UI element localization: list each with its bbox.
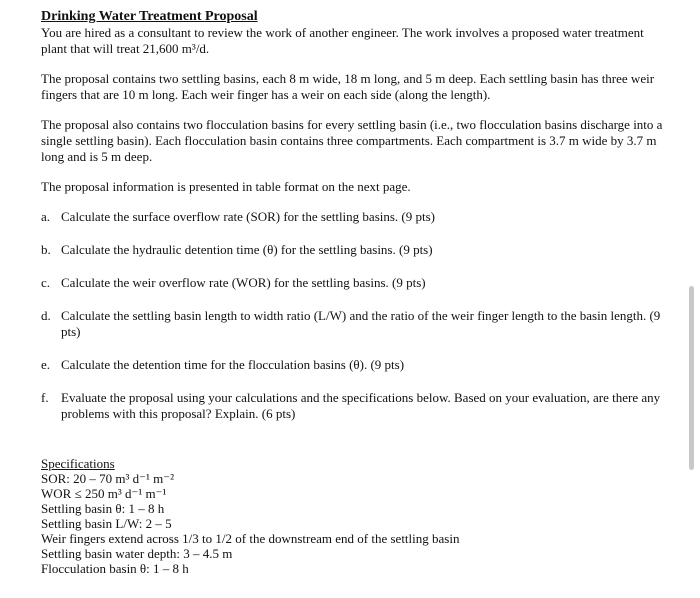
intro-paragraph: You are hired as a consultant to review the work of another engineer. The work involves a proposed water treatment plant that will treat 21,600 m³/d. (41, 25, 644, 56)
question-text: Calculate the surface overflow rate (SOR) for the settling basins. (9 pts) (61, 209, 435, 224)
spec-flocculation-theta: Flocculation basin θ: 1 – 8 h (41, 561, 189, 576)
document-title: Drinking Water Treatment Proposal (41, 9, 258, 24)
question-a (41, 209, 671, 225)
question-text: Calculate the detention time for the flocculation basins (θ). (9 pts) (61, 357, 405, 372)
vertical-scrollbar[interactable] (689, 286, 694, 470)
question-letter: b. (41, 242, 51, 257)
spec-sor: SOR: 20 – 70 m³ d⁻¹ m⁻² (41, 471, 175, 486)
spec-settling-theta: Settling basin θ: 1 – 8 h (41, 501, 165, 516)
spec-wor: WOR ≤ 250 m³ d⁻¹ m⁻¹ (41, 486, 167, 501)
spec-weir-fingers: Weir fingers extend across 1/3 to 1/2 of the downstream end of the settling basin (41, 531, 460, 546)
settling-basin-paragraph: The proposal contains two settling basins, each 8 m wide, 18 m long, and 5 m deep. Each settling basin has three weir fingers that are 10 m long. Each weir finger has a weir on each side (along the length). (41, 71, 655, 102)
document-body (41, 9, 671, 422)
question-b (41, 242, 671, 258)
question-text: Calculate the weir overflow rate (WOR) for the settling basins. (9 pts) (61, 275, 426, 290)
specifications-title: Specifications (41, 456, 115, 471)
question-d (41, 308, 671, 340)
spec-water-depth: Settling basin water depth: 3 – 4.5 m (41, 546, 233, 561)
question-f (41, 390, 671, 422)
spec-settling-lw: Settling basin L/W: 2 – 5 (41, 516, 172, 531)
question-list (41, 209, 671, 422)
question-letter: e. (41, 357, 51, 372)
question-letter: d. (41, 308, 51, 323)
question-letter: a. (41, 209, 51, 224)
question-e (41, 357, 671, 373)
specifications-section (41, 456, 661, 576)
question-text: Evaluate the proposal using your calculations and the specifications below. Based on your evaluation, are there any problems with this proposal? Explain. (6 pts) (61, 390, 661, 421)
question-text: Calculate the hydraulic detention time (θ) for the settling basins. (9 pts) (61, 242, 433, 257)
flocculation-basin-paragraph: The proposal also contains two flocculation basins for every settling basin (i.e., two flocculation basins discharge into a single settling basin). Each flocculation basin contains three compartments. Each compartment is 3.7 m wide by 3.7 m long and is 5 m deep. (41, 117, 663, 164)
question-c (41, 275, 671, 291)
question-letter: f. (41, 390, 49, 405)
question-text: Calculate the settling basin length to width ratio (L/W) and the ratio of the weir finger length to the basin length. (9 pts) (61, 308, 661, 339)
table-note-paragraph: The proposal information is presented in table format on the next page. (41, 179, 411, 194)
question-letter: c. (41, 275, 51, 290)
